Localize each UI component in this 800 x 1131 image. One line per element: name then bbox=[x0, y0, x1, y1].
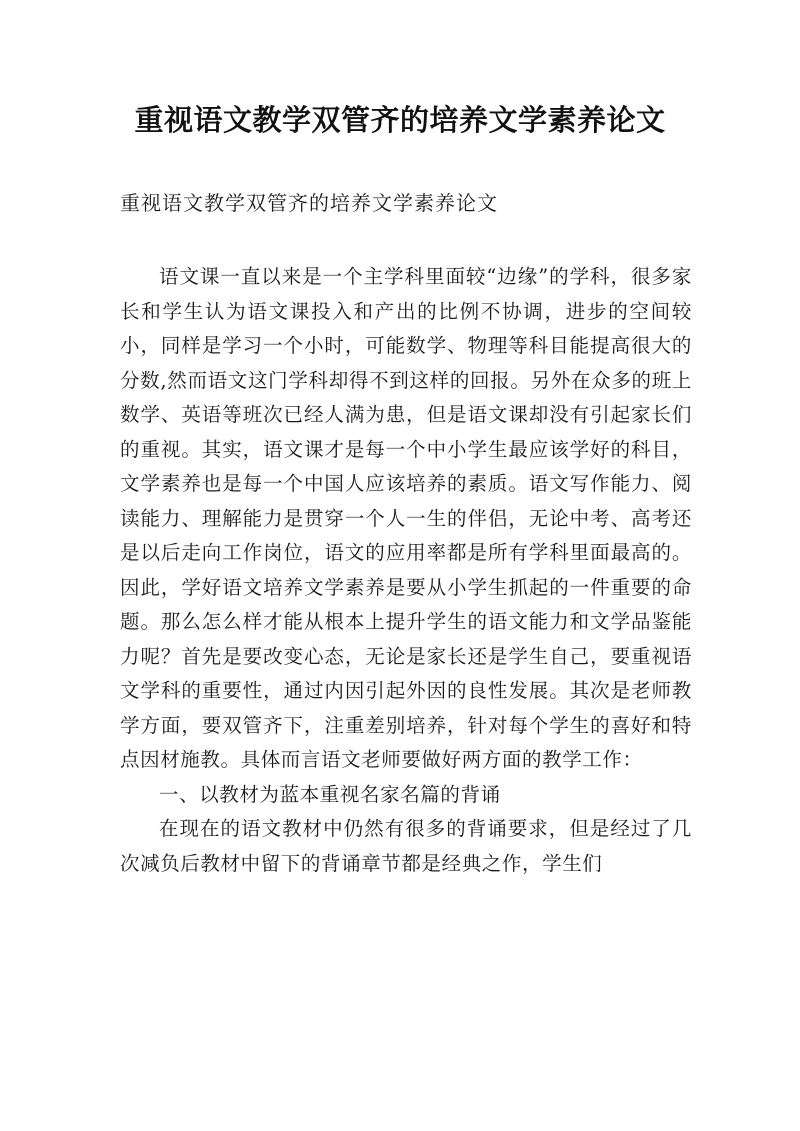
document-subtitle: 重视语文教学双管齐的培养文学素养论文 bbox=[120, 191, 498, 215]
section-heading-1: 一、以教材为蓝本重视名家名篇的背诵 bbox=[159, 782, 501, 806]
body-paragraph-section-1: 在现在的语文教材中仍然有很多的背诵要求，但是经过了几次减负后教材中留下的背诵章节都是经典之作，学生们 bbox=[120, 817, 692, 875]
body-paragraph-intro: 语文课一直以来是一个主学科里面较“边缘”的学科，很多家长和学生认为语文课投入和产出的比例不协调，进步的空间较小，同样是学习一个小时，可能数学、物理等科目能提高很大的分数,然而语文这门学科却得不到这样的回报。另外在众多的班上数学、英语等班次已经人满为患，但是语文课却没有引起家长们的重视。其实，语文课才是每一个中小学生最应该学好的科目，文学素养也是每一个中国人应该培养的素质。语文写作能力、阅读能力、理解能力是贯穿一个人一生的伴侣，无论中考、高考还是以后走向工作岗位，语文的应用率都是所有学科里面最高的。因此，学好语文培养文学素养是要从小学生抓起的一件重要的命题。那么怎么样才能从根本上提升学生的语文能力和文学品鉴能力呢？首先是要改变心态，无论是家长还是学生自己，要重视语文学科的重要性，通过内因引起外因的良性发展。其次是老师教学方面，要双管齐下，注重差别培养，针对每个学生的喜好和特点因材施教。具体而言语文老师要做好两方面的教学工作： bbox=[120, 265, 692, 771]
document-title: 重视语文教学双管齐的培养文学素养论文 bbox=[134, 103, 666, 137]
document-body bbox=[120, 260, 692, 881]
